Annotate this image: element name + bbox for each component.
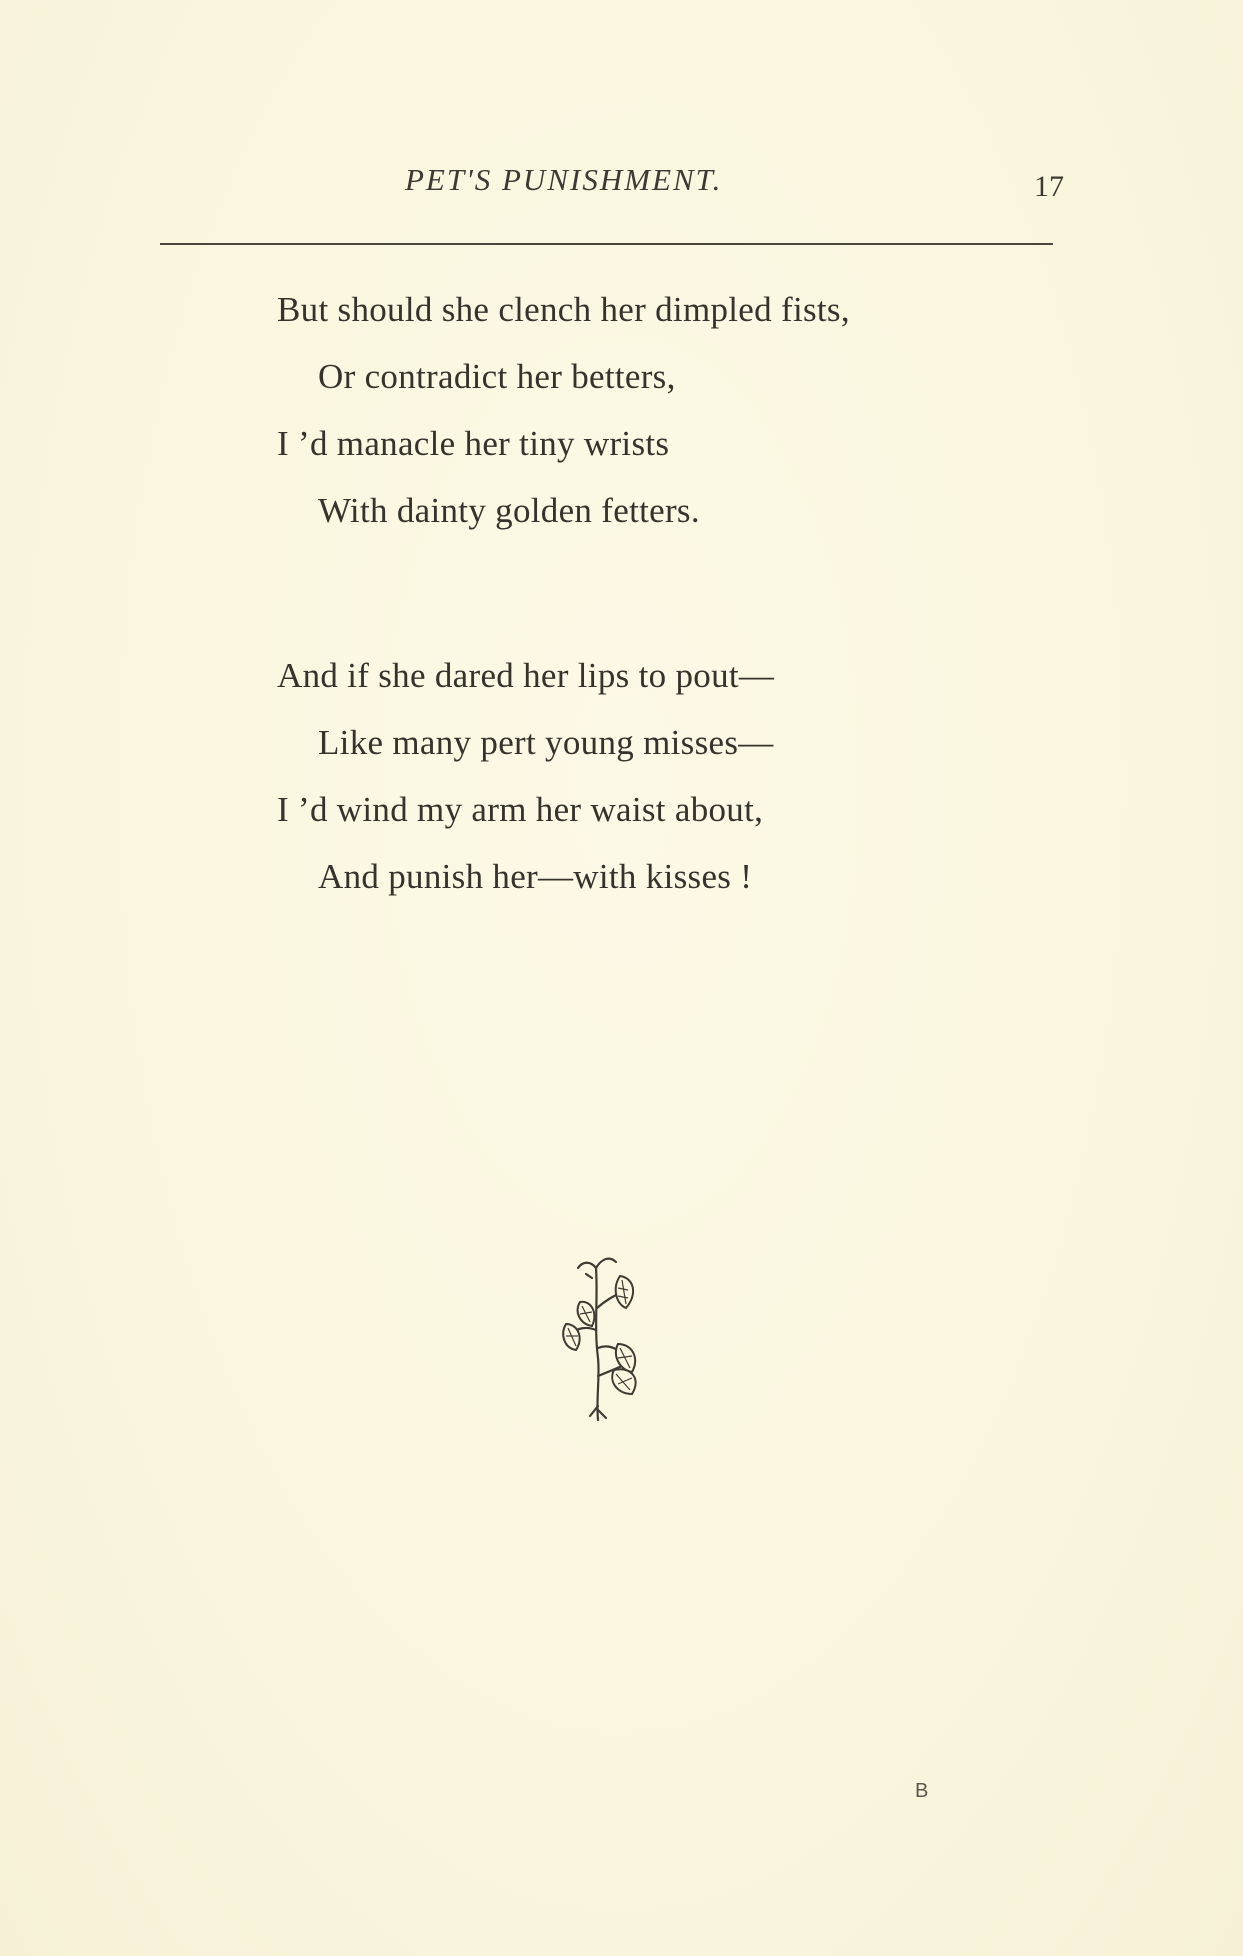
verse-line: And punish her—with kisses ! <box>318 857 753 896</box>
verse-line: With dainty golden fetters. <box>318 491 700 530</box>
verse-line: Like many pert young misses— <box>318 723 774 762</box>
verse-line: I ’d manacle her tiny wrists <box>277 424 670 463</box>
header-rule <box>160 243 1053 245</box>
page-number: 17 <box>1034 170 1064 203</box>
verse-line: And if she dared her lips to pout— <box>277 656 775 695</box>
verse-line: But should she clench her dimpled fists, <box>277 290 850 329</box>
verse-line: Or contradict her betters, <box>318 357 676 396</box>
signature-mark: B <box>915 1780 929 1802</box>
running-title: PET'S PUNISHMENT. <box>405 162 723 197</box>
verse-line: I ’d wind my arm her waist about, <box>277 790 764 829</box>
floral-sprig-icon <box>556 1248 646 1423</box>
running-head <box>0 158 1243 208</box>
